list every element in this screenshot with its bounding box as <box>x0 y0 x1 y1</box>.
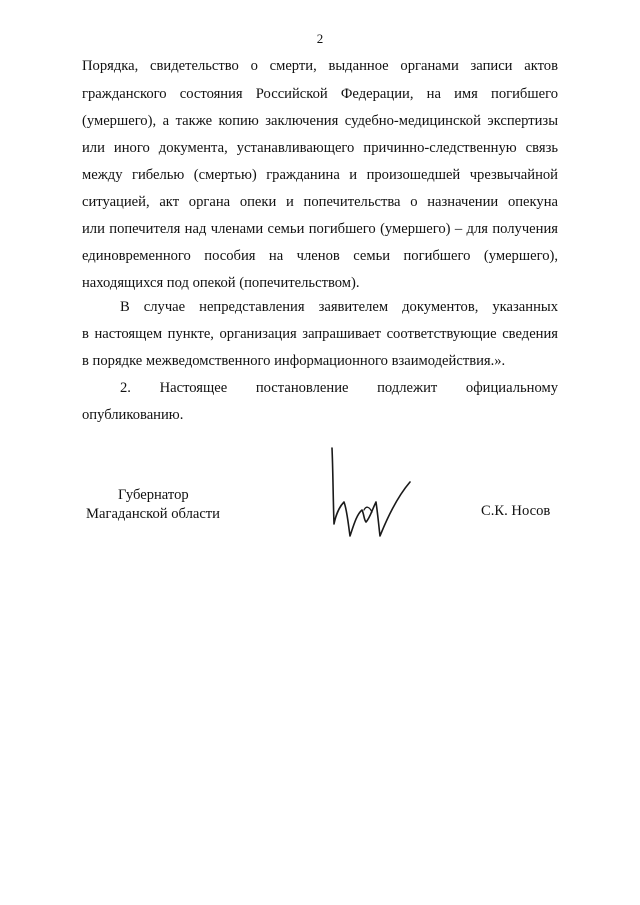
body-line: в настоящем пункте, организация запрашивает соответствующие сведения <box>82 326 558 342</box>
body-line: или попечителя над членами семьи погибшего (умершего) – для получения <box>82 221 558 237</box>
body-line: (умершего), а также копию заключения судебно-медицинской экспертизы <box>82 113 558 129</box>
governor-title: Губернатор <box>118 487 189 503</box>
body-line: Порядка, свидетельство о смерти, выданное органами записи актов <box>82 58 558 74</box>
signatory-name: С.К. Носов <box>481 503 551 519</box>
body-line: ситуацией, акт органа опеки и попечительства о назначении опекуна <box>82 194 558 210</box>
body-line: В случае непредставления заявителем документов, указанных <box>120 299 558 315</box>
region-title: Магаданской области <box>86 506 220 522</box>
body-line: единовременного пособия на членов семьи погибшего (умершего), <box>82 248 558 264</box>
body-line: между гибелью (смертью) гражданина и произошедшей чрезвычайной <box>82 167 558 183</box>
signature-stroke-loop <box>364 507 372 512</box>
page-number: 2 <box>316 31 324 46</box>
body-line: опубликованию. <box>82 407 184 423</box>
body-line: находящихся под опекой (попечительством). <box>82 275 360 291</box>
handwritten-signature <box>322 440 418 544</box>
body-line: или иного документа, устанавливающего причинно-следственную связь <box>82 140 558 156</box>
signature-stroke-main <box>332 448 410 536</box>
body-line: гражданского состояния Российской Федерации, на имя погибшего <box>82 86 558 102</box>
body-line: в порядке межведомственного информационного взаимодействия.». <box>82 353 506 369</box>
body-line: 2. Настоящее постановление подлежит официальному <box>120 380 558 396</box>
